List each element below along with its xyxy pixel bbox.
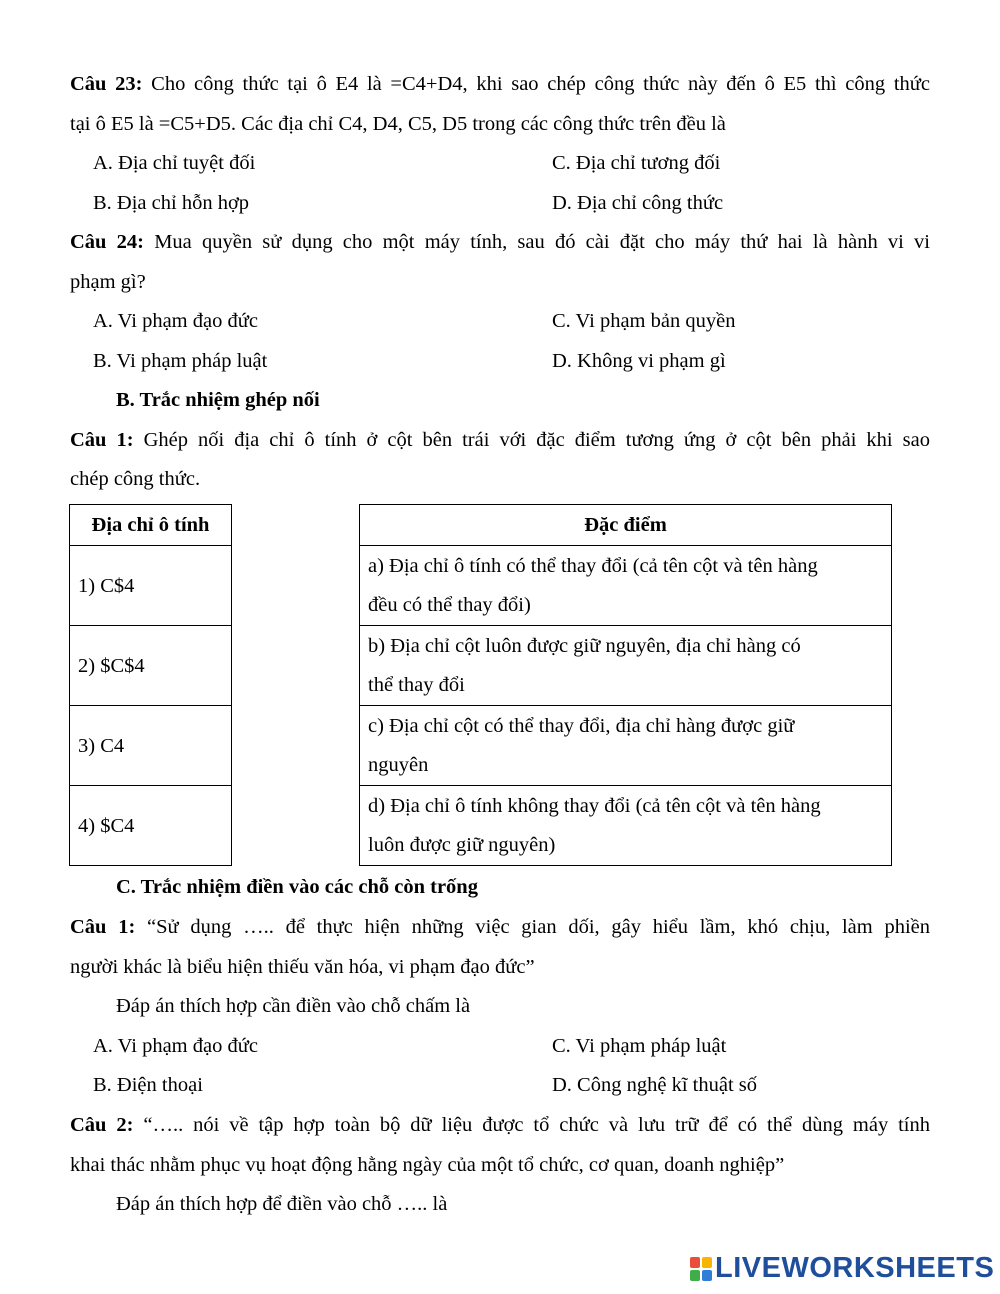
sb-q1-line2: chép công thức.: [70, 468, 201, 490]
address-header: Địa chỉ ô tính: [70, 505, 232, 546]
characteristic-b: b) Địa chỉ cột luôn được giữ nguyên, địa chỉ hàng có thể thay đổi: [360, 626, 892, 706]
sc-q2-line1: Câu 2: “….. nói về tập hợp toàn bộ dữ liệu được tổ chức và lưu trữ để có thể dùng máy tính: [70, 1114, 930, 1136]
q23-line2: tại ô E5 là =C5+D5. Các địa chỉ C4, D4, C5, D5 trong các công thức trên đều là: [70, 113, 726, 135]
characteristics-header: Đặc điểm: [360, 505, 892, 546]
liveworksheets-logo-icon: [690, 1257, 712, 1281]
sc-q1-label: Câu 1:: [70, 916, 136, 938]
q24-option-d: D. Không vi phạm gì: [552, 350, 726, 372]
sc-q2-line2: khai thác nhằm phục vụ hoạt động hằng ngày của một tổ chức, cơ quan, doanh nghiệp”: [70, 1154, 785, 1176]
q23-option-b: B. Địa chỉ hỗn hợp: [93, 192, 250, 214]
q24-option-c: C. Vi phạm bản quyền: [552, 310, 736, 332]
address-table: [69, 504, 232, 866]
address-item-1: 1) C$4: [70, 546, 232, 626]
sc-q1-option-c: C. Vi phạm pháp luật: [552, 1035, 727, 1057]
q24-line2: phạm gì?: [70, 271, 146, 293]
characteristics-table: [359, 504, 892, 866]
section-b-title: B. Trắc nhiệm ghép nối: [116, 389, 320, 411]
address-item-4: 4) $C4: [70, 786, 232, 866]
sc-q1-line1: Câu 1: “Sử dụng ….. để thực hiện những việc gian dối, gây hiểu lầm, khó chịu, làm phiền: [70, 916, 930, 938]
characteristic-d: d) Địa chỉ ô tính không thay đổi (cả tên cột và tên hàng luôn được giữ nguyên): [360, 786, 892, 866]
sc-q1-prompt: Đáp án thích hợp cần điền vào chỗ chấm là: [116, 995, 471, 1017]
liveworksheets-logo: [690, 1252, 994, 1285]
characteristic-c: c) Địa chỉ cột có thể thay đổi, địa chỉ hàng được giữ nguyên: [360, 706, 892, 786]
q23-option-c: C. Địa chỉ tương đối: [552, 152, 721, 174]
q24-line1: Câu 24: Mua quyền sử dụng cho một máy tính, sau đó cài đặt cho máy thứ hai là hành vi vi: [70, 231, 930, 253]
sc-q1-option-a: A. Vi phạm đạo đức: [93, 1035, 258, 1057]
sb-q1-line1: Câu 1: Ghép nối địa chỉ ô tính ở cột bên trái với đặc điểm tương ứng ở cột bên phải khi sao: [70, 429, 930, 451]
characteristic-a: a) Địa chỉ ô tính có thể thay đổi (cả tên cột và tên hàng đều có thể thay đổi): [360, 546, 892, 626]
sc-q1-option-b: B. Điện thoại: [93, 1074, 203, 1096]
sc-q1-line2: người khác là biểu hiện thiếu văn hóa, vi phạm đạo đức”: [70, 956, 535, 978]
q24-option-a: A. Vi phạm đạo đức: [93, 310, 258, 332]
q23-label: Câu 23:: [70, 73, 143, 95]
section-c-title: C. Trắc nhiệm điền vào các chỗ còn trống: [116, 876, 478, 898]
q23-line1: Câu 23: Cho công thức tại ô E4 là =C4+D4, khi sao chép công thức này đến ô E5 thì công thức: [70, 73, 930, 95]
address-item-2: 2) $C$4: [70, 626, 232, 706]
liveworksheets-wordmark: LIVEWORKSHEETS: [715, 1252, 995, 1284]
q24-label: Câu 24:: [70, 231, 144, 253]
q23-option-d: D. Địa chỉ công thức: [552, 192, 724, 214]
sc-q1-option-d: D. Công nghệ kĩ thuật số: [552, 1074, 757, 1096]
q24-option-b: B. Vi phạm pháp luật: [93, 350, 268, 372]
q23-option-a: A. Địa chỉ tuyệt đối: [93, 152, 256, 174]
address-item-3: 3) C4: [70, 706, 232, 786]
sc-q2-prompt: Đáp án thích hợp để điền vào chỗ ….. là: [116, 1193, 448, 1215]
sc-q2-label: Câu 2:: [70, 1114, 134, 1136]
sb-q1-label: Câu 1:: [70, 429, 134, 451]
